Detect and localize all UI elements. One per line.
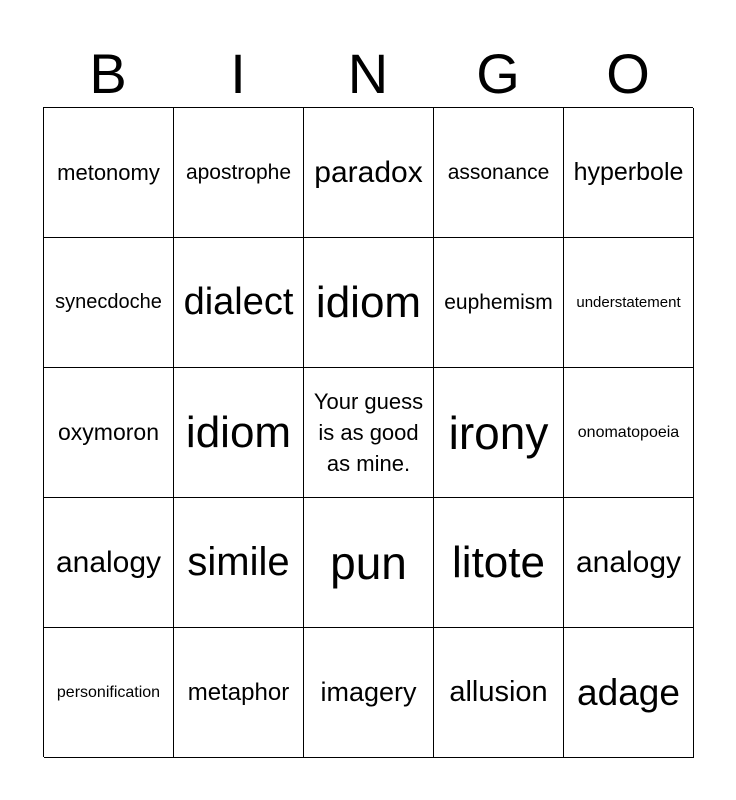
bingo-board [43,107,693,757]
bingo-cell[interactable]: metonomy [44,108,174,238]
header-letter-i: I [230,42,246,105]
bingo-header [43,40,693,108]
bingo-cell[interactable]: idiom [304,238,434,368]
bingo-cell[interactable]: analogy [564,498,694,628]
bingo-cell[interactable]: hyperbole [564,108,694,238]
bingo-cell[interactable]: personification [44,628,174,758]
bingo-cell-free-space[interactable]: Your guess is as good as mine. [304,368,434,498]
bingo-cell[interactable]: simile [174,498,304,628]
bingo-cell[interactable]: assonance [434,108,564,238]
bingo-cell[interactable]: euphemism [434,238,564,368]
header-letter-g: G [476,42,520,105]
bingo-cell[interactable]: apostrophe [174,108,304,238]
bingo-cell[interactable]: understatement [564,238,694,368]
bingo-cell[interactable]: irony [434,368,564,498]
bingo-cell[interactable]: paradox [304,108,434,238]
bingo-cell[interactable]: allusion [434,628,564,758]
bingo-cell[interactable]: analogy [44,498,174,628]
bingo-cell[interactable]: dialect [174,238,304,368]
bingo-cell[interactable]: idiom [174,368,304,498]
header-letter-n: N [347,42,389,105]
bingo-cell[interactable]: onomatopoeia [564,368,694,498]
bingo-cell[interactable]: synecdoche [44,238,174,368]
bingo-cell[interactable]: metaphor [174,628,304,758]
bingo-cell[interactable]: imagery [304,628,434,758]
header-letter-b: B [89,42,127,105]
header-letter-o: O [606,42,650,105]
bingo-cell[interactable]: pun [304,498,434,628]
bingo-cell[interactable]: litote [434,498,564,628]
bingo-cell[interactable]: adage [564,628,694,758]
bingo-cell[interactable]: oxymoron [44,368,174,498]
